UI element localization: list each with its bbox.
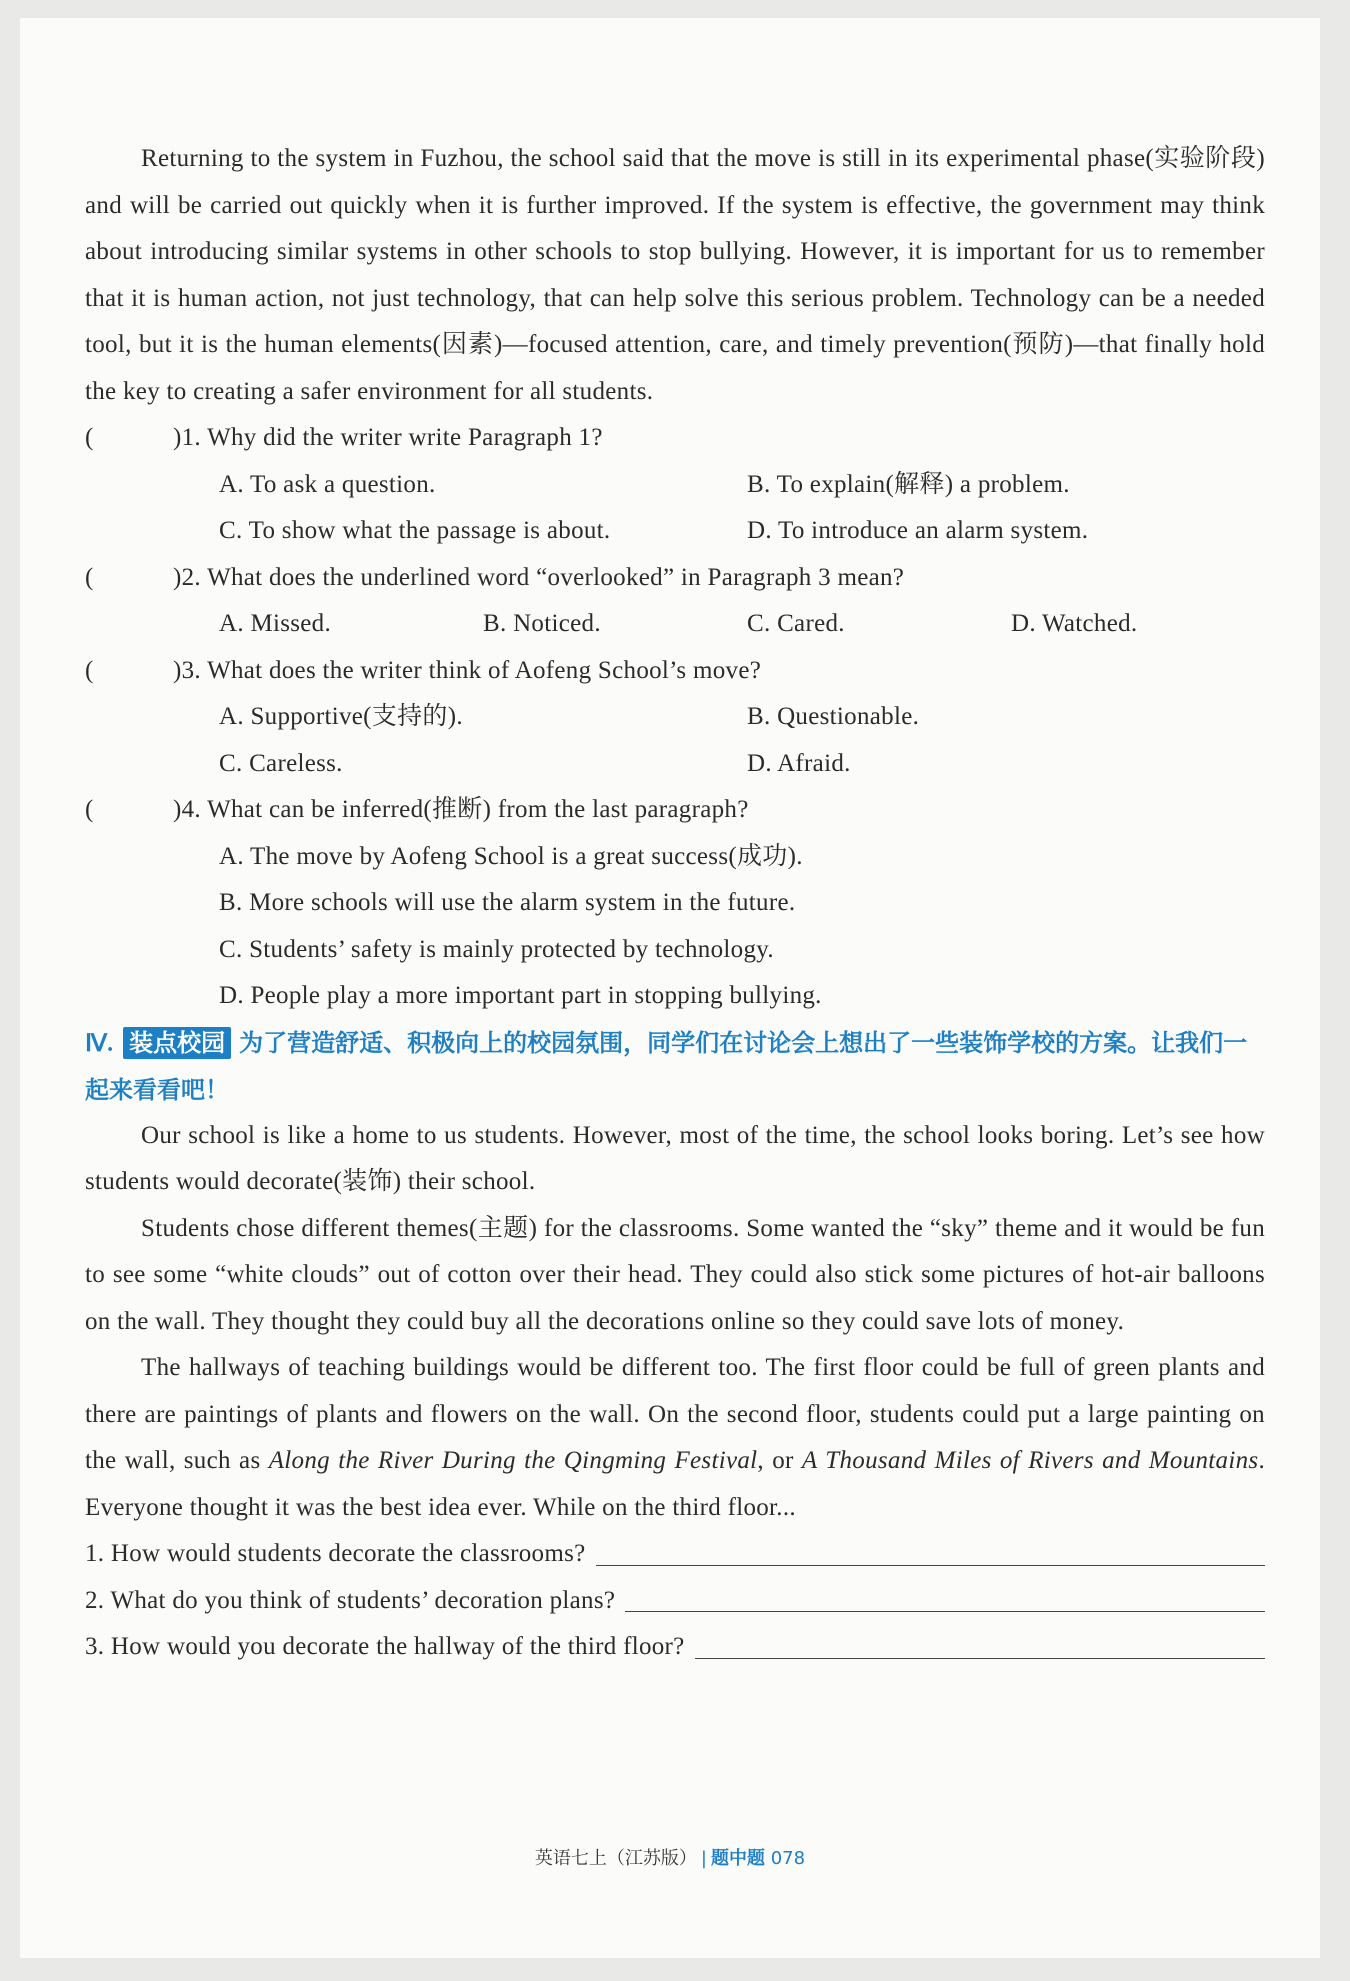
section-paragraph-3 <box>85 1345 1265 1531</box>
paragraph-text: , or <box>757 1447 802 1474</box>
passage-paragraph: Returning to the system in Fuzhou, the school said that the move is still in its experimental phase(实验阶段) and will be carried out quickly when it is further improved. If the system is effective, the government may think about introducing similar systems in other schools to stop bullying. However, it is important for us to remember that it is human action, not just technology, that can help solve this serious problem. Technology can be a needed tool, but it is the human elements(因素)—focused attention, care, and timely prevention(预防)—that finally hold the key to creating a safer environment for all students. <box>85 145 1265 405</box>
option-b: B. To explain(解释) a problem. <box>747 470 1070 498</box>
answer-line[interactable] <box>625 1611 1265 1612</box>
option-d: D. To introduce an alarm system. <box>747 517 1089 544</box>
options-row <box>85 601 1265 648</box>
option-c: C. To show what the passage is about. <box>219 517 611 544</box>
painting-title-2: A Thousand Miles of Rivers and Mountains <box>801 1447 1259 1474</box>
question-1 <box>85 415 1265 462</box>
section-tag: 装点校园 <box>123 1027 231 1059</box>
answer-paren[interactable]: ( <box>85 796 94 823</box>
short-answer-question: 2. What do you think of students’ decoration plans? <box>85 1586 616 1614</box>
page-content <box>85 18 1265 1671</box>
page-number: 078 <box>770 1848 806 1869</box>
option-c: C. Cared. <box>747 610 845 637</box>
option-d: D. Watched. <box>1011 610 1138 637</box>
page-footer <box>20 1844 1320 1870</box>
option-a: A. Supportive(支持的). <box>219 703 463 730</box>
option-a: A. The move by Aofeng School is a great success(成功). <box>219 842 803 870</box>
options-row <box>85 694 1265 741</box>
paragraph-text: . Everyone thought it was the best idea ever. While on the third floor... <box>85 1447 1265 1521</box>
question-text: )3. What does the writer think of Aofeng School’s move? <box>173 656 762 684</box>
section-number: Ⅳ. <box>85 1030 114 1057</box>
worksheet-page <box>20 18 1320 1958</box>
question-text: )4. What can be inferred(推断) from the last paragraph? <box>173 796 749 823</box>
answer-line[interactable] <box>596 1565 1266 1566</box>
option-a: A. Missed. <box>219 610 332 637</box>
answer-paren[interactable]: ( <box>85 656 94 684</box>
series-brand: 题中题 <box>710 1848 765 1869</box>
option-b: B. Questionable. <box>747 703 920 730</box>
option-a: A. To ask a question. <box>219 470 436 498</box>
answer-line[interactable] <box>695 1658 1265 1659</box>
short-answer-1 <box>85 1531 1265 1578</box>
option-c: C. Careless. <box>219 749 343 777</box>
option-c: C. Students’ safety is mainly protected by technology. <box>219 935 774 963</box>
short-answer-question: 3. How would you decorate the hallway of the third floor? <box>85 1633 685 1660</box>
answer-paren[interactable]: ( <box>85 563 94 591</box>
options-row <box>85 741 1265 788</box>
section-paragraph-2: Students chose different themes(主题) for the classrooms. Some wanted the “sky” theme and it would be fun to see some “white clouds” out of cotton over their head. They could also stick some pictures of hot-air balloons on the wall. They thought they could buy all the decorations online so they could save lots of money. <box>85 1214 1265 1335</box>
option-b: B. Noticed. <box>483 610 601 637</box>
section-instruction: 为了营造舒适、积极向上的校园氛围，同学们在讨论会上想出了一些装饰学校的方案。让我们一起来看看吧！ <box>85 1028 1248 1104</box>
footer-divider: | <box>700 1848 707 1869</box>
question-4 <box>85 787 1265 834</box>
section-paragraph-1: Our school is like a home to us students. However, most of the time, the school looks boring. Let’s see how students would decorate(装饰) their school. <box>85 1121 1265 1195</box>
book-title: 英语七上（江苏版） <box>534 1848 697 1869</box>
short-answer-3 <box>85 1624 1265 1671</box>
options-row <box>85 508 1265 555</box>
options-row <box>85 462 1265 509</box>
question-3 <box>85 648 1265 695</box>
short-answer-question: 1. How would students decorate the classrooms? <box>85 1540 586 1567</box>
section-heading <box>85 1020 1265 1113</box>
answer-paren[interactable]: ( <box>85 424 94 451</box>
option-d: D. Afraid. <box>747 749 851 777</box>
option-b: B. More schools will use the alarm system in the future. <box>219 889 796 916</box>
paragraph-text: The hallways of teaching buildings would be different too. The first floor could be full of green plants and there are paintings of plants and flowers on the wall. On the second floor, students could put a large painting on the wall, such as <box>85 1354 1265 1474</box>
question-text: )1. Why did the writer write Paragraph 1? <box>173 424 603 451</box>
option-d: D. People play a more important part in stopping bullying. <box>219 982 822 1009</box>
short-answer-2 <box>85 1578 1265 1625</box>
question-2 <box>85 555 1265 602</box>
painting-title-1: Along the River During the Qingming Festival <box>268 1447 758 1474</box>
question-text: )2. What does the underlined word “overlooked” in Paragraph 3 mean? <box>173 563 905 591</box>
